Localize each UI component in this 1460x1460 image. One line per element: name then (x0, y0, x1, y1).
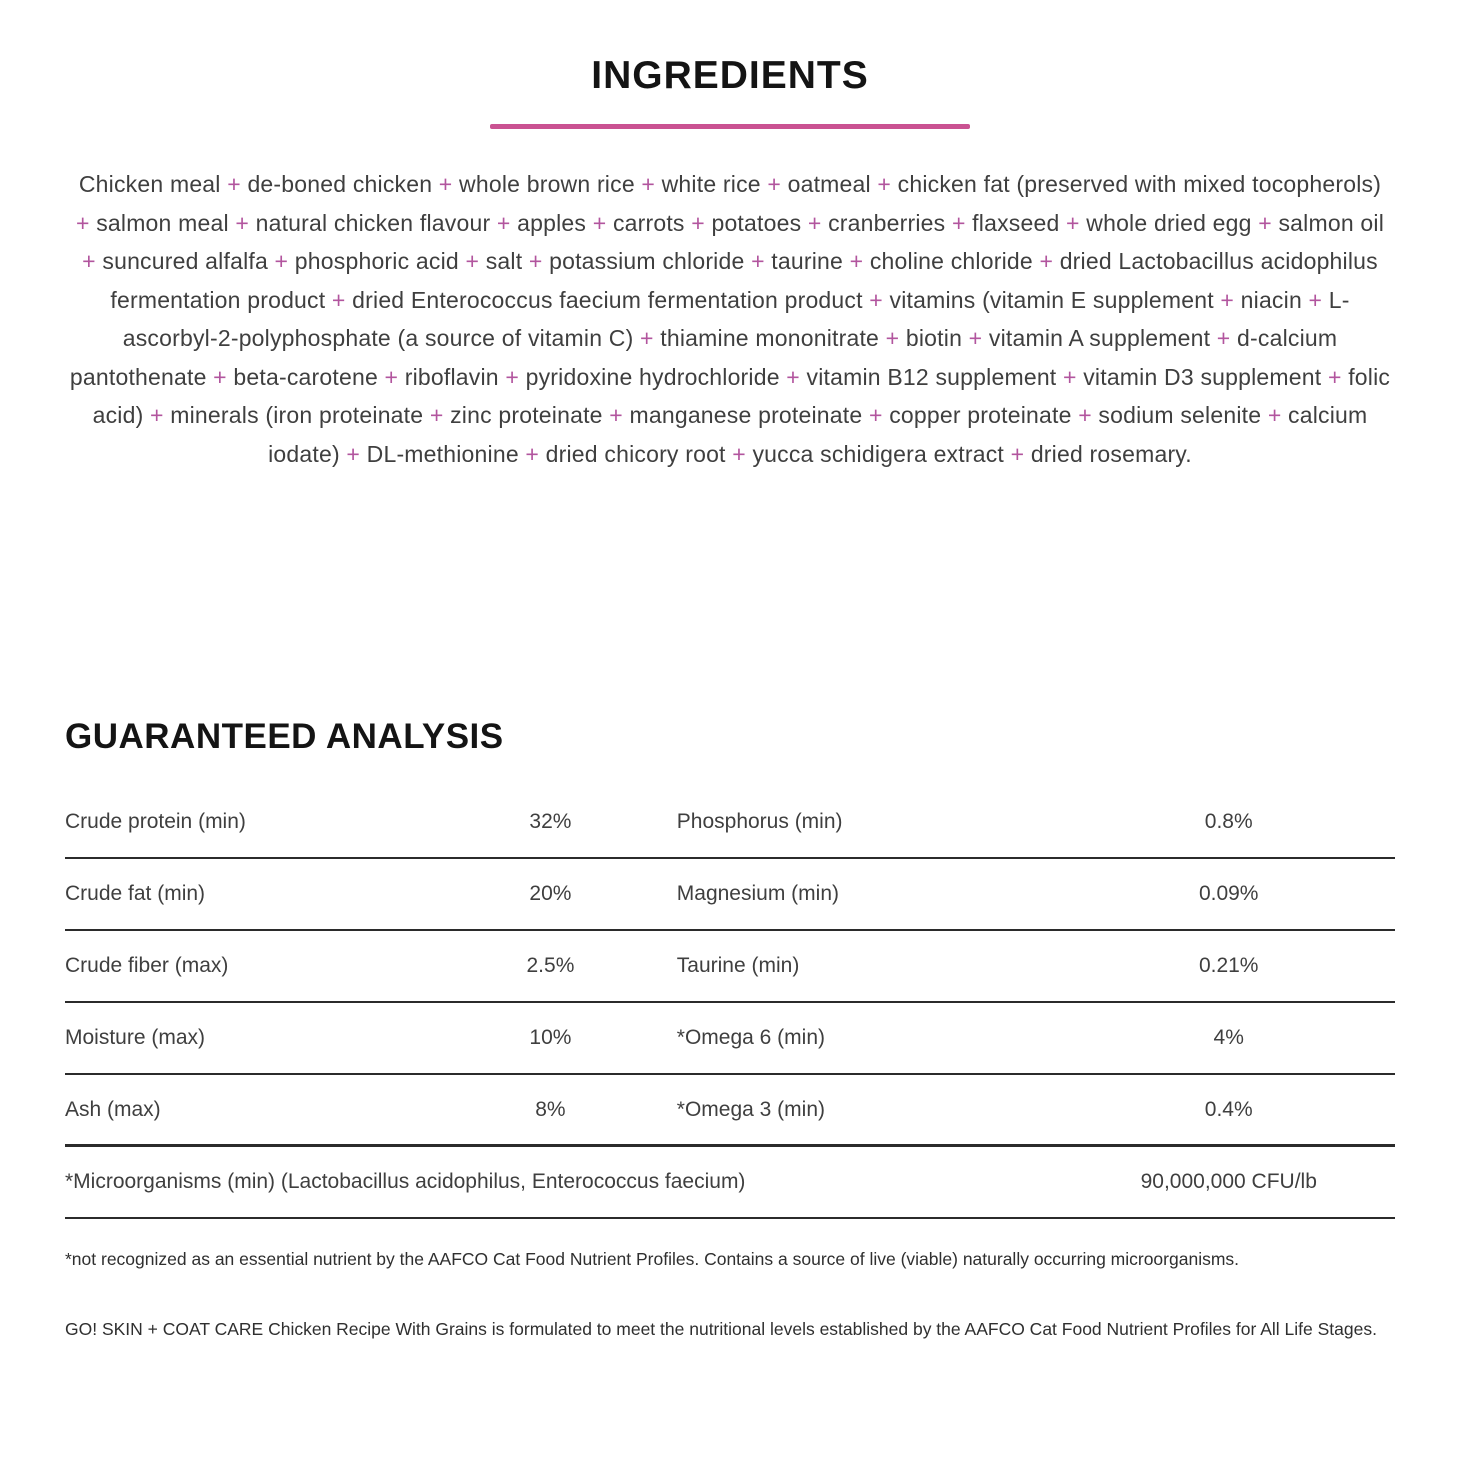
analysis-row (65, 1003, 1395, 1075)
plus-separator: + (586, 209, 613, 236)
plus-separator: + (843, 248, 870, 274)
plus-separator: + (423, 402, 451, 428)
plus-separator: + (1032, 248, 1060, 274)
footnote-aafco-essential-nutrient-note: *not recognized as an essential nutrient by the AAFCO Cat Food Nutrient Profiles. Contains a source of live (viable) naturally occurring microorganisms. (65, 1249, 1240, 1269)
nutrient-label: Taurine (min) (676, 954, 800, 977)
nutrient-value: 0.21% (1198, 954, 1259, 977)
nutrient-value: 32% (529, 810, 572, 833)
plus-separator: + (432, 171, 460, 197)
plus-separator: + (779, 363, 807, 390)
plus-separator: + (220, 171, 248, 197)
plus-separator: + (1261, 402, 1289, 428)
plus-separator: + (1251, 209, 1279, 236)
plus-separator: + (1210, 325, 1238, 351)
nutrient-label: Crude fat (min) (65, 882, 206, 905)
nutrient-value: 0.4% (1204, 1097, 1253, 1121)
nutrient-value: 0.09% (1198, 882, 1259, 905)
nutrient-label: *Microorganisms (min) (Lactobacillus acidophilus, Enterococcus faecium) (65, 1170, 746, 1193)
plus-separator: + (75, 209, 97, 236)
plus-separator: + (1059, 209, 1087, 236)
plus-separator: + (1213, 286, 1241, 313)
plus-separator: + (82, 248, 103, 274)
guaranteed-analysis-heading: GUARANTEED ANALYSIS (65, 717, 504, 756)
plus-separator: + (1321, 363, 1349, 390)
plus-separator: + (498, 363, 526, 390)
ingredients-title: INGREDIENTS (591, 54, 869, 97)
nutrient-value: 90,000,000 CFU/lb (1140, 1170, 1317, 1193)
plus-separator: + (744, 248, 772, 274)
nutrient-label: Crude protein (min) (65, 810, 246, 833)
plus-separator: + (1301, 286, 1329, 313)
nutrient-value: 4% (1213, 1026, 1244, 1049)
plus-separator: + (870, 171, 898, 197)
nutrient-value: 2.5% (526, 954, 575, 977)
plus-separator: + (339, 440, 367, 467)
analysis-row (65, 787, 1395, 859)
ingredients-header (0, 0, 1460, 129)
analysis-row (65, 859, 1395, 931)
plus-separator: + (602, 402, 630, 428)
plus-separator: + (725, 440, 753, 467)
nutrient-label: Crude fiber (max) (65, 954, 229, 977)
plus-separator: + (634, 171, 662, 197)
nutrient-value: 10% (529, 1026, 572, 1049)
footnote-formulation-statement: GO! SKIN + COAT CARE Chicken Recipe With Grains is formulated to meet the nutritional levels established by the AAFCO Cat Food Nutrient Profiles for All Life Stages. (65, 1319, 1377, 1339)
nutrient-label: Ash (max) (65, 1097, 161, 1121)
plus-separator: + (143, 402, 171, 428)
nutrient-label: Magnesium (min) (676, 882, 839, 905)
title-underline (490, 124, 970, 129)
plus-separator: + (206, 363, 234, 390)
plus-separator: + (862, 402, 890, 428)
plus-separator: + (522, 248, 550, 274)
plus-separator: + (267, 248, 295, 274)
nutrient-label: Phosphorus (min) (676, 810, 843, 833)
plus-separator: + (760, 171, 788, 197)
plus-separator: + (518, 440, 546, 467)
plus-separator: + (945, 209, 973, 236)
plus-separator: + (633, 325, 661, 351)
analysis-row (65, 931, 1395, 1003)
nutrient-label: Moisture (max) (65, 1026, 206, 1049)
plus-separator: + (1071, 402, 1099, 428)
plus-separator: + (1056, 363, 1084, 390)
nutrient-value: 8% (535, 1097, 566, 1121)
plus-separator: + (962, 325, 989, 351)
plus-separator: + (325, 286, 353, 313)
plus-separator: + (490, 209, 518, 236)
nutrient-label: *Omega 6 (min) (676, 1026, 825, 1049)
nutrient-value: 0.8% (1204, 810, 1253, 833)
plus-separator: + (879, 325, 906, 351)
nutrient-value: 20% (529, 882, 572, 905)
plus-separator: + (458, 248, 486, 274)
plus-separator: + (684, 209, 712, 236)
plus-separator: + (377, 363, 405, 390)
plus-separator: + (228, 209, 256, 236)
plus-separator: + (1004, 440, 1031, 467)
plus-separator: + (801, 209, 829, 236)
nutrient-label: *Omega 3 (min) (676, 1097, 825, 1121)
microorganisms-row (65, 1147, 1395, 1219)
ingredients-paragraph: Chicken meal + de-boned chicken + whole brown rice + white rice + oatmeal + chicken fat (preserved with mixed tocopherols) + salmon meal + natural chicken flavour + apples + carrots + potatoes + cranberries + flaxseed + whole dried egg + salmon oil + suncured alfalfa + phosphoric acid + salt + potassium chloride + taurine + choline chloride + dried Lactobacillus acidophilus fermentation product + dried Enterococcus faecium fermentation product + vitamins (vitamin E supplement + niacin + L-ascorbyl-2-polyphosphate (a source of vitamin C) + thiamine mononitrate + biotin + vitamin A supplement + d-calcium pantothenate + beta-carotene + riboflavin + pyridoxine hydrochloride + vitamin B12 supplement + vitamin D3 supplement + folic acid) + minerals (iron proteinate + zinc proteinate + manganese proteinate + copper proteinate + sodium selenite + calcium iodate) + DL-methionine + dried chicory root + yucca schidigera extract + dried rosemary. (69, 171, 1391, 467)
analysis-row (65, 1075, 1395, 1147)
plus-separator: + (862, 286, 890, 313)
guaranteed-analysis-table (65, 787, 1395, 1219)
